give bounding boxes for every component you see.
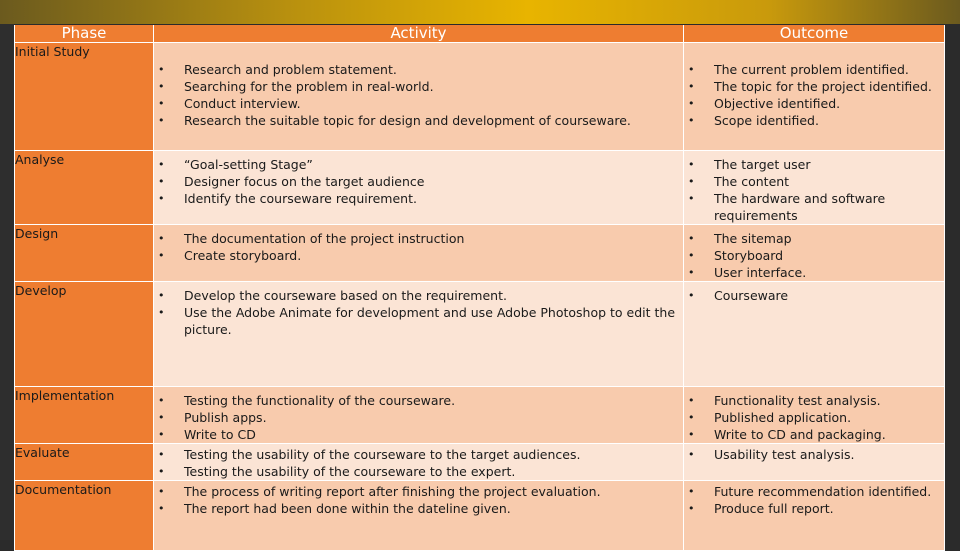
table-row-analyse [15, 151, 945, 225]
activity-cell [154, 282, 684, 387]
list-item: • Functionality test analysis. [684, 392, 944, 409]
activity-cell [154, 43, 684, 151]
header-outcome: Outcome [684, 25, 945, 43]
outcome-list [684, 155, 944, 224]
outcome-cell [684, 481, 945, 551]
outcome-list [684, 445, 944, 463]
outcome-list [684, 229, 944, 281]
list-item: • Create storyboard. [154, 247, 683, 264]
phase-cell: Analyse [15, 151, 154, 225]
outcome-cell [684, 43, 945, 151]
list-item: • Storyboard [684, 247, 944, 264]
list-item: • Future recommendation identified. [684, 483, 944, 500]
list-item: • Objective identified. [684, 95, 944, 112]
activity-list [154, 286, 683, 338]
outcome-cell [684, 387, 945, 444]
header-phase: Phase [15, 25, 154, 43]
table-row-develop [15, 282, 945, 387]
phase-cell: Implementation [15, 387, 154, 444]
activity-cell [154, 151, 684, 225]
list-item: • Research the suitable topic for design and development of courseware. [154, 112, 683, 129]
phase-cell: Develop [15, 282, 154, 387]
outcome-list [684, 286, 944, 304]
table-row-documentation [15, 481, 945, 551]
list-item: • Testing the usability of the courseware to the expert. [154, 463, 683, 480]
phase-cell: Initial Study [15, 43, 154, 151]
list-item: • Research and problem statement. [154, 61, 683, 78]
list-item: • Use the Adobe Animate for development and use Adobe Photoshop to edit the picture. [154, 304, 683, 338]
list-item: • Conduct interview. [154, 95, 683, 112]
list-item: • The sitemap [684, 230, 944, 247]
outcome-list [684, 391, 944, 443]
table-header-row [15, 25, 945, 43]
list-item: • Write to CD [154, 426, 683, 443]
activity-cell [154, 444, 684, 481]
list-item: • Scope identified. [684, 112, 944, 129]
list-item: • The topic for the project identified. [684, 78, 944, 95]
outcome-cell [684, 151, 945, 225]
activity-list [154, 155, 683, 207]
list-item: • The process of writing report after finishing the project evaluation. [154, 483, 683, 500]
list-item: • The content [684, 173, 944, 190]
list-item: • Usability test analysis. [684, 446, 944, 463]
outcome-cell [684, 225, 945, 282]
outcome-cell [684, 444, 945, 481]
outcome-list [684, 482, 944, 517]
activity-list [154, 229, 683, 264]
list-item: • Published application. [684, 409, 944, 426]
activity-list [154, 482, 683, 517]
list-item: • The target user [684, 156, 944, 173]
list-item: • Develop the courseware based on the requirement. [154, 287, 683, 304]
slide-left-edge [0, 24, 14, 540]
list-item: • Write to CD and packaging. [684, 426, 944, 443]
list-item: • Designer focus on the target audience [154, 173, 683, 190]
list-item: • The current problem identified. [684, 61, 944, 78]
list-item: • User interface. [684, 264, 944, 281]
list-item: • Produce full report. [684, 500, 944, 517]
outcome-cell [684, 282, 945, 387]
activity-cell [154, 387, 684, 444]
slide-top-banner [0, 0, 960, 24]
list-item: • Publish apps. [154, 409, 683, 426]
list-item: • Identify the courseware requirement. [154, 190, 683, 207]
table-row-initial-study [15, 43, 945, 151]
activity-list [154, 60, 683, 129]
header-activity: Activity [154, 25, 684, 43]
table-row-implementation [15, 387, 945, 444]
list-item: • “Goal-setting Stage” [154, 156, 683, 173]
activity-cell [154, 481, 684, 551]
list-item: • The hardware and software requirements [684, 190, 944, 224]
phase-cell: Design [15, 225, 154, 282]
activity-list [154, 445, 683, 480]
list-item: • Searching for the problem in real-world. [154, 78, 683, 95]
phase-cell: Evaluate [15, 444, 154, 481]
outcome-list [684, 60, 944, 129]
list-item: • Courseware [684, 287, 944, 304]
table-row-design [15, 225, 945, 282]
activity-cell [154, 225, 684, 282]
activity-list [154, 391, 683, 443]
list-item: • The report had been done within the dateline given. [154, 500, 683, 517]
phase-cell: Documentation [15, 481, 154, 551]
list-item: • The documentation of the project instruction [154, 230, 683, 247]
list-item: • Testing the usability of the courseware to the target audiences. [154, 446, 683, 463]
table-row-evaluate [15, 444, 945, 481]
phase-activity-outcome-table [14, 25, 945, 551]
list-item: • Testing the functionality of the courseware. [154, 392, 683, 409]
